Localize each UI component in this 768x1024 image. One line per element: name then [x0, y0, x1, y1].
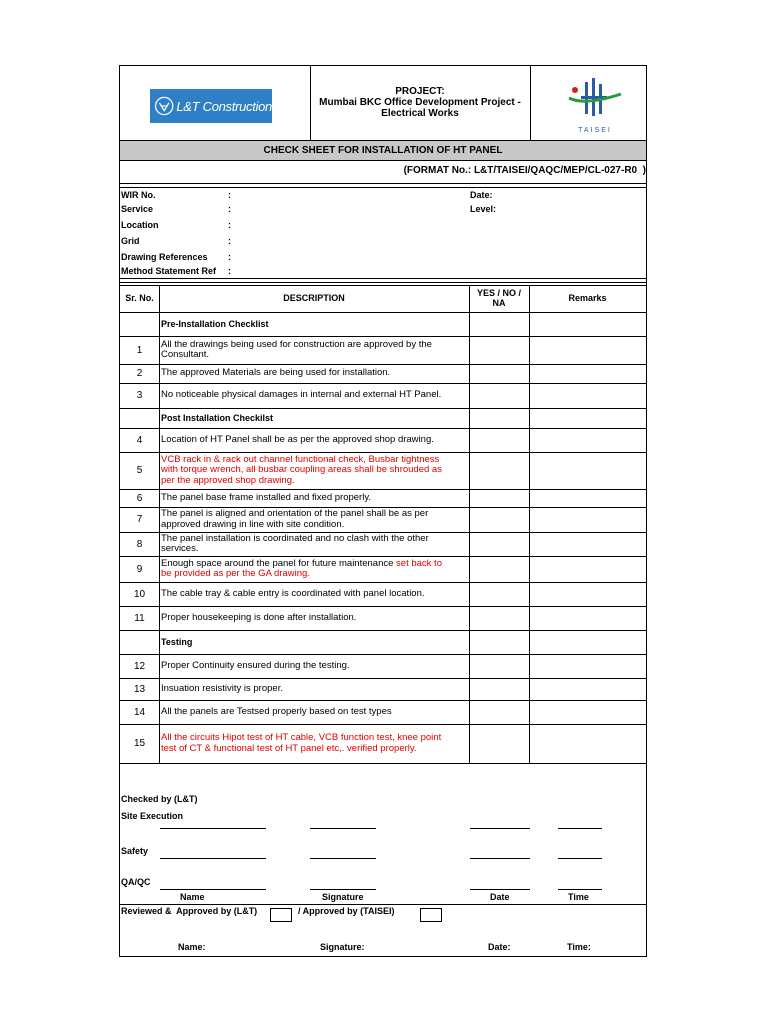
desc-text: The panel is aligned and orientation of the panel shall be as per — [161, 508, 429, 519]
col-header-description — [159, 285, 469, 312]
yes-no-cell[interactable] — [470, 654, 529, 678]
checked-by-label: Checked by (L&T) — [121, 794, 198, 804]
sep: : — [228, 204, 231, 214]
row-number — [120, 532, 159, 556]
desc-text: services. — [161, 543, 199, 554]
yes-no-cell[interactable] — [470, 336, 529, 364]
table-row — [159, 489, 469, 507]
sep: : — [228, 236, 231, 246]
row-number-text: 12 — [133, 660, 146, 672]
final-date-label: Date: — [488, 942, 511, 952]
project-line2: Electrical Works — [381, 108, 459, 119]
desc-text: Insuation resistivity is proper. — [161, 682, 283, 694]
project-label: PROJECT: — [395, 86, 445, 97]
wir-label: WIR No. — [121, 190, 156, 200]
taisei-logo-text: TAISEI — [578, 127, 612, 134]
table-row — [159, 582, 469, 606]
final-time-label: Time: — [567, 942, 591, 952]
qaqc-signature-line — [310, 889, 376, 890]
site-execution-name-line — [160, 828, 266, 829]
row-number — [120, 452, 159, 489]
sep: : — [228, 252, 231, 262]
yes-no-cell[interactable] — [470, 452, 529, 489]
desc-text: All the circuits Hipot test of HT cable, VCB function test, knee point — [161, 732, 442, 743]
drawing-references-label: Drawing References — [121, 252, 208, 262]
row-number-text: 1 — [136, 344, 143, 356]
col-header-yes-no — [469, 288, 529, 308]
row-number-text: 15 — [133, 738, 146, 749]
desc-text-red: set back to — [396, 557, 442, 569]
remarks-cell[interactable] — [530, 556, 646, 582]
row-number — [120, 428, 159, 452]
desc-text: Location of HT Panel shall be as per the approved shop drawing. — [161, 433, 434, 445]
row-number — [120, 606, 159, 630]
safety-date-line — [470, 858, 530, 859]
row-number — [120, 556, 159, 582]
qaqc-time-line — [558, 889, 602, 890]
section-post — [159, 408, 469, 428]
remarks-cell[interactable] — [530, 364, 646, 383]
remarks-cell[interactable] — [530, 582, 646, 606]
location-label: Location — [121, 220, 159, 230]
table-row — [159, 556, 469, 582]
row-number — [120, 700, 159, 724]
table-row — [159, 452, 469, 489]
row-number — [120, 489, 159, 507]
section-title: Testing — [161, 636, 193, 647]
safety-time-line — [558, 858, 602, 859]
table-row — [159, 700, 469, 724]
table-row — [159, 364, 469, 383]
section-testing — [159, 630, 469, 654]
row-number-text: 8 — [136, 538, 143, 550]
level-label: Level: — [470, 204, 497, 214]
remarks-cell[interactable] — [530, 507, 646, 532]
taisei-logo — [565, 76, 625, 134]
yes-no-cell[interactable] — [470, 606, 529, 630]
qaqc-label: QA/QC — [121, 877, 151, 887]
row-number-text: 7 — [136, 514, 143, 525]
srno-header-text: Sr. No. — [125, 293, 154, 303]
yes-no-cell[interactable] — [470, 532, 529, 556]
table-row — [159, 532, 469, 556]
desc-text: Consultant. — [161, 349, 210, 360]
yes-no-header-line2: NA — [492, 298, 506, 308]
lt-construction-logo — [150, 89, 272, 123]
section-pre — [159, 312, 469, 336]
col-name-label: Name — [180, 892, 205, 902]
desc-text: No noticeable physical damages in internal and external HT Panel. — [161, 389, 442, 401]
desc-text: Proper Continuity ensured during the testing. — [161, 659, 350, 671]
row-number — [120, 678, 159, 700]
sheet-title-bar — [120, 141, 646, 160]
yes-no-cell[interactable] — [470, 507, 529, 532]
row-number-text: 6 — [136, 492, 143, 504]
table-row — [159, 428, 469, 452]
table-row — [159, 507, 469, 532]
remarks-cell[interactable] — [530, 724, 646, 763]
row-number-text: 4 — [136, 434, 143, 446]
project-line1: Mumbai BKC Office Development Project - — [319, 97, 521, 108]
desc-text: test of CT & functional test of HT panel etc,. verified properly. — [161, 742, 417, 754]
sep: : — [228, 220, 231, 230]
desc-text: The panel base frame installed and fixed properly. — [161, 491, 372, 503]
row-number-text: 14 — [133, 706, 146, 718]
safety-label: Safety — [121, 846, 149, 856]
col-header-remarks — [529, 285, 646, 312]
yes-no-cell[interactable] — [470, 678, 529, 700]
yes-no-cell[interactable] — [470, 582, 529, 606]
reviewed-approved-lt-label: Reviewed & Approved by (L&T) — [121, 906, 258, 916]
taisei-emblem-icon — [565, 76, 625, 122]
method-statement-label: Method Statement Ref — [121, 266, 217, 276]
row-number — [120, 654, 159, 678]
remarks-cell[interactable] — [530, 336, 646, 364]
remarks-cell[interactable] — [530, 489, 646, 507]
remarks-cell[interactable] — [530, 606, 646, 630]
approved-taisei-label: / Approved by (TAISEI) — [298, 906, 395, 916]
yes-no-cell[interactable] — [470, 489, 529, 507]
desc-text: All the drawings being used for construction are approved by the — [161, 338, 432, 350]
table-row — [159, 654, 469, 678]
yes-no-cell[interactable] — [470, 364, 529, 383]
remarks-cell[interactable] — [530, 383, 646, 408]
lt-emblem-icon — [154, 93, 174, 119]
check-sheet — [119, 65, 647, 957]
table-row — [159, 678, 469, 700]
lt-approval-checkbox[interactable] — [270, 908, 292, 922]
remarks-cell[interactable] — [530, 532, 646, 556]
yes-no-header-line1: YES / NO / — [476, 288, 521, 298]
yes-no-cell[interactable] — [470, 428, 529, 452]
desc-text: Enough space around the panel for future maintenance — [161, 557, 397, 569]
qaqc-name-line — [160, 889, 266, 890]
row-number-text: 11 — [134, 612, 145, 624]
remarks-cell[interactable] — [530, 700, 646, 724]
col-date-label: Date — [490, 892, 510, 902]
remarks-cell[interactable] — [530, 654, 646, 678]
project-title — [310, 86, 530, 119]
section-title: Post Installation Checkilst — [161, 412, 274, 423]
date-label: Date: — [470, 190, 493, 200]
yes-no-cell[interactable] — [470, 383, 529, 408]
row-number — [120, 724, 159, 763]
row-number-text: 2 — [136, 368, 143, 379]
desc-text: All the panels are Testsed properly based on test types — [161, 705, 392, 717]
row-number — [120, 582, 159, 606]
safety-name-line — [160, 858, 266, 859]
safety-signature-line — [310, 858, 376, 859]
desc-text: Proper housekeeping is done after installation. — [161, 611, 357, 623]
section-title: Pre-Installation Checklist — [161, 318, 269, 329]
table-row — [159, 336, 469, 364]
col-time-label: Time — [568, 892, 589, 902]
final-name-label: Name: — [178, 942, 206, 952]
table-row — [159, 724, 469, 763]
format-number: (FORMAT No.: L&T/TAISEI/QAQC/MEP/CL-027-R0 ) — [403, 165, 646, 176]
desc-text: approved drawing in line with site condition. — [161, 518, 345, 530]
desc-text: per the approved shop drawing. — [161, 474, 295, 486]
sep: : — [228, 190, 231, 200]
lt-logo-text: L&T Construction — [176, 98, 272, 114]
col-header-srno — [120, 285, 159, 312]
desc-text-red: be provided as per the GA drawing. — [161, 568, 310, 579]
row-number-text: 9 — [136, 563, 143, 575]
row-number — [120, 364, 159, 383]
row-number-text: 10 — [133, 588, 146, 600]
desc-text: The panel installation is coordinated and no clash with the other — [161, 532, 429, 544]
desc-text: VCB rack in & rack out channel functional check, Busbar tightness — [161, 453, 440, 465]
site-execution-time-line — [558, 828, 602, 829]
remarks-cell[interactable] — [530, 428, 646, 452]
site-execution-signature-line — [310, 828, 376, 829]
row-number — [120, 383, 159, 408]
desc-text: with torque wrench, all busbar coupling areas shall be shrouded as — [161, 464, 442, 476]
table-row — [159, 383, 469, 408]
row-number-text: 3 — [136, 390, 143, 401]
qaqc-date-line — [470, 889, 530, 890]
row-number — [120, 507, 159, 532]
site-execution-label: Site Execution — [121, 811, 184, 821]
remarks-header-text: Remarks — [568, 293, 607, 303]
row-number — [120, 336, 159, 364]
site-execution-date-line — [470, 828, 530, 829]
col-signature-label: Signature — [322, 892, 364, 902]
desc-text: The cable tray & cable entry is coordinated with panel location. — [161, 587, 425, 599]
yes-no-cell[interactable] — [470, 556, 529, 582]
sep: : — [228, 266, 231, 276]
row-number-text: 13 — [133, 683, 146, 695]
sheet-title: CHECK SHEET FOR INSTALLATION OF HT PANEL — [263, 145, 503, 156]
remarks-cell[interactable] — [530, 452, 646, 489]
service-label: Service — [121, 204, 154, 214]
final-signature-label: Signature: — [320, 942, 365, 952]
description-header-text: DESCRIPTION — [283, 293, 345, 303]
yes-no-cell[interactable] — [470, 700, 529, 724]
grid-label: Grid — [121, 236, 140, 246]
table-row — [159, 606, 469, 630]
desc-text: The approved Materials are being used for installation. — [161, 367, 391, 379]
row-number-text: 5 — [136, 465, 143, 476]
taisei-approval-checkbox[interactable] — [420, 908, 442, 922]
yes-no-cell[interactable] — [470, 724, 529, 763]
remarks-cell[interactable] — [530, 678, 646, 700]
